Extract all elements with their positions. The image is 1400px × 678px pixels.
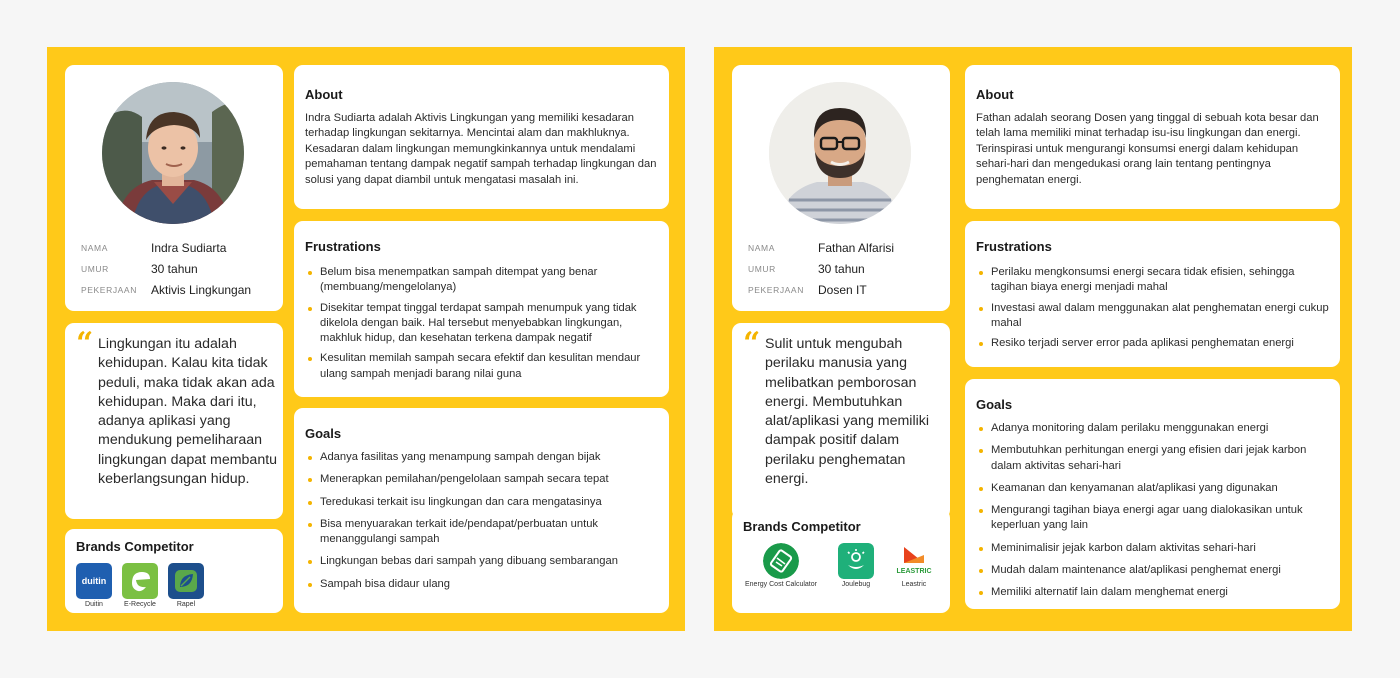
nama-label: NAMA: [748, 242, 775, 253]
brand-leastric: [886, 543, 942, 588]
about-card: [294, 65, 669, 209]
duitin-logo-icon: [76, 563, 112, 599]
profile-card: [732, 65, 950, 311]
avatar: [769, 82, 911, 224]
frustrations-list: [305, 265, 660, 382]
pekerjaan-label: PEKERJAAN: [81, 284, 137, 295]
goals-list: [305, 450, 660, 592]
list-item: Membutuhkan perhitungan energi yang efisien dari jejak karbon dalam aktivitas sehari-hari: [976, 443, 1331, 474]
quote-mark-icon: “: [743, 326, 761, 361]
about-text: Fathan adalah seorang Dosen yang tinggal di sebuah kota besar dan telah lama memiliki minat terhadap isu-isu lingkungan dan energi. Terinspirasi untuk mengurangi konsumsi energi dalam kehidupan sehari-hari dan mengedukasi orang lain tentang pentingnya penghematan energi.: [976, 112, 1319, 186]
list-item: Kesulitan memilah sampah secara efektif dan kesulitan mendaur ulang sampah menjadi barang nilai guna: [305, 351, 660, 382]
nama-value: Indra Sudiarta: [151, 240, 227, 255]
goals-card: [294, 408, 669, 613]
brand-name: Leastric: [901, 581, 927, 588]
about-card: [965, 65, 1340, 209]
brand-name: Duitin: [85, 601, 103, 608]
persona-card-fathan: [714, 47, 1352, 631]
quote-card: [65, 323, 283, 519]
list-item: Resiko terjadi server error pada aplikasi penghematan energi: [976, 336, 1331, 351]
list-item: Adanya monitoring dalam perilaku menggunakan energi: [976, 421, 1331, 436]
brands-title: Brands Competitor: [76, 539, 194, 554]
about-title: About: [976, 87, 1014, 102]
info-row-pekerjaan: [81, 279, 277, 300]
profile-card: [65, 65, 283, 311]
brand-energy-cost-calculator: [738, 543, 824, 588]
umur-label: UMUR: [748, 263, 776, 274]
brand-joulebug: [828, 543, 884, 588]
pekerjaan-value: Dosen IT: [818, 282, 867, 297]
info-row-umur: [748, 258, 944, 279]
nama-value: Fathan Alfarisi: [818, 240, 895, 255]
frustrations-title: Frustrations: [305, 239, 381, 254]
joulebug-logo-icon: [838, 543, 874, 579]
umur-value: 30 tahun: [818, 261, 865, 276]
persona-card-indra: [47, 47, 685, 631]
list-item: Memiliki alternatif lain dalam menghemat energi: [976, 585, 1331, 600]
avatar-photo-fathan: [769, 82, 911, 224]
list-item: Disekitar tempat tinggal terdapat sampah menumpuk yang tidak dikelola dengan baik. Hal tersebut menyebabkan lingkungan, makhluk hidup, dan kesehatan terkena dampak negatif: [305, 301, 660, 347]
duitin-logo-text: duitin: [81, 576, 107, 586]
info-row-umur: [81, 258, 277, 279]
quote-text: Sulit untuk mengubah perilaku manusia yang melibatkan pemborosan energi. Membutuhkan alat/aplikasi yang memiliki dampak positif dalam perilaku penghematan energi.: [765, 336, 930, 488]
avatar: [102, 82, 244, 224]
list-item: Perilaku mengkonsumsi energi secara tidak efisien, sehingga tagihan biaya energi menjadi mahal: [976, 265, 1331, 296]
goals-list: [976, 421, 1331, 601]
list-item: Keamanan dan kenyamanan alat/aplikasi yang digunakan: [976, 481, 1331, 496]
leastric-logo-icon: [896, 543, 932, 579]
leastric-logo-text: LEASTRIC: [896, 568, 932, 575]
brands-competitor-card: [65, 529, 283, 613]
brands-title: Brands Competitor: [743, 519, 861, 534]
list-item: Teredukasi terkait isu lingkungan dan cara mengatasinya: [305, 495, 660, 510]
pekerjaan-value: Aktivis Lingkungan: [151, 282, 252, 297]
brand-name: Rapel: [176, 601, 196, 608]
quote-card: [732, 323, 950, 519]
frustrations-card: [965, 221, 1340, 367]
rapel-leaf-logo-icon: [168, 563, 204, 599]
pekerjaan-label: PEKERJAAN: [748, 284, 804, 295]
about-title: About: [305, 87, 343, 102]
brand-e-recycle: [117, 563, 163, 608]
list-item: Mudah dalam maintenance alat/aplikasi penghemat energi: [976, 563, 1331, 578]
brand-name: E-Recycle: [124, 601, 156, 608]
info-row-nama: [748, 237, 944, 258]
about-text: Indra Sudiarta adalah Aktivis Lingkungan yang memiliki kesadaran terhadap lingkungan sekitarnya. Mencintai alam dan makhluknya. Kesadaran dalam lingkungan memungkinkannya untuk mendalami pemahaman tentang dampak negatif sampah terhadap lingkungan dan solusi yang dapat diambil untuk mengatasi masalah ini.: [305, 112, 657, 186]
list-item: Adanya fasilitas yang menampung sampah dengan bijak: [305, 450, 660, 465]
e-recycle-logo-icon: [122, 563, 158, 599]
list-item: Belum bisa menempatkan sampah ditempat yang benar (membuang/mengelolanya): [305, 265, 660, 296]
list-item: Investasi awal dalam menggunakan alat penghematan energi cukup mahal: [976, 301, 1331, 332]
frustrations-list: [976, 265, 1331, 351]
frustrations-card: [294, 221, 669, 397]
umur-label: UMUR: [81, 263, 109, 274]
umur-value: 30 tahun: [151, 261, 198, 276]
info-row-nama: [81, 237, 277, 258]
brand-duitin: [71, 563, 117, 608]
avatar-photo-indra: [102, 82, 244, 224]
brands-competitor-card: [732, 509, 950, 613]
list-item: Meminimalisir jejak karbon dalam aktivitas sehari-hari: [976, 541, 1331, 556]
goals-title: Goals: [976, 397, 1013, 412]
list-item: Sampah bisa didaur ulang: [305, 577, 660, 592]
brand-name: Joulebug: [841, 581, 871, 588]
list-item: Bisa menyuarakan terkait ide/pendapat/perbuatan untuk menanggulangi sampah: [305, 517, 660, 548]
goals-card: [965, 379, 1340, 609]
list-item: Lingkungan bebas dari sampah yang dibuang sembarangan: [305, 554, 660, 569]
info-row-pekerjaan: [748, 279, 944, 300]
list-item: Mengurangi tagihan biaya energi agar uang dialokasikan untuk keperluan yang lain: [976, 503, 1331, 534]
quote-mark-icon: “: [76, 326, 94, 361]
quote-text: Lingkungan itu adalah kehidupan. Kalau kita tidak peduli, maka tidak akan ada kehidupan. Maka dari itu, adanya aplikasi yang mendukung pemeliharaan lingkungan dapat membantu keberlangsungan hidup.: [98, 336, 278, 488]
list-item: Menerapkan pemilahan/pengelolaan sampah secara tepat: [305, 472, 660, 487]
frustrations-title: Frustrations: [976, 239, 1052, 254]
brand-name: Energy Cost Calculator: [745, 581, 817, 588]
goals-title: Goals: [305, 426, 342, 441]
energy-cost-calculator-logo-icon: [763, 543, 799, 579]
brand-rapel: [163, 563, 209, 608]
nama-label: NAMA: [81, 242, 108, 253]
